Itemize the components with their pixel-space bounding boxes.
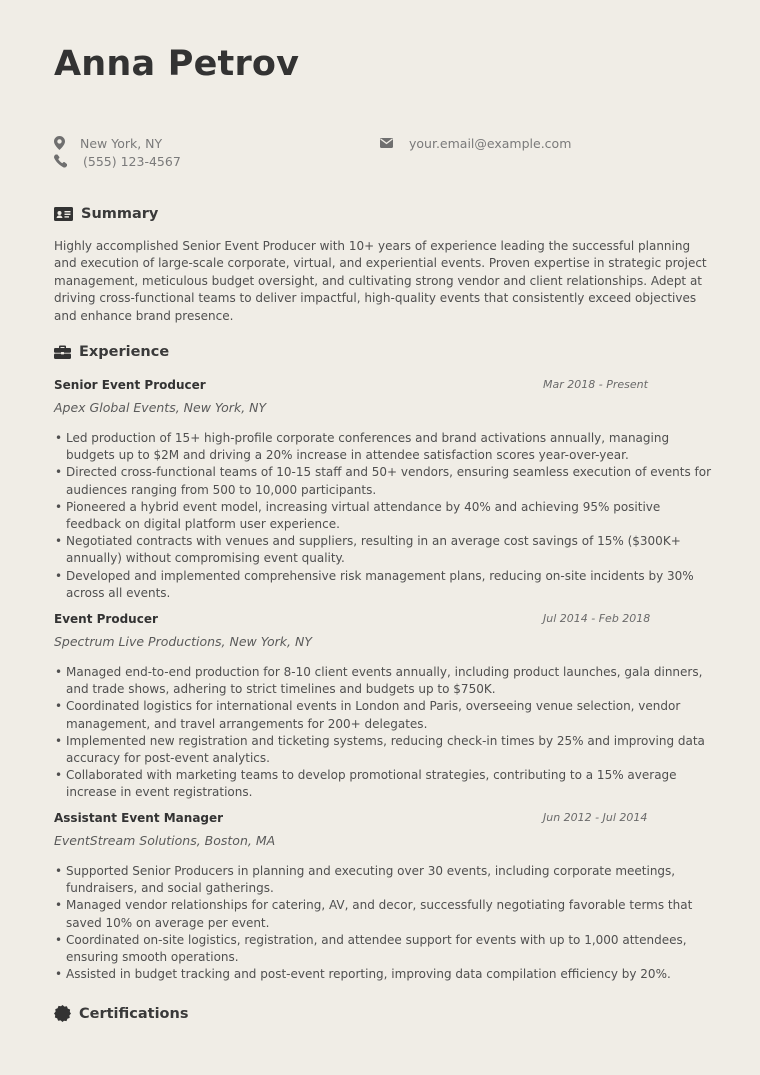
experience-heading xyxy=(54,344,169,360)
list-item: • Coordinated on-site logistics, registration, and attendee support for events with up to 1,000 attendees, ensuring smooth operations. xyxy=(54,932,714,966)
list-item: • Coordinated logistics for international events in London and Paris, overseeing venue selection, vendor management, and travel arrangements for 200+ delegates. xyxy=(54,698,714,732)
envelope-icon xyxy=(380,138,393,148)
list-item: • Collaborated with marketing teams to develop promotional strategies, contributing to a 15% average increase in event registrations. xyxy=(54,767,714,801)
list-item: • Pioneered a hybrid event model, increasing virtual attendance by 40% and achieving 95% positive feedback on digital platform user experience. xyxy=(54,499,714,533)
email-text: your.email@example.com xyxy=(409,135,572,151)
map-pin-icon xyxy=(54,136,65,150)
id-card-icon xyxy=(54,207,73,221)
job-bullets xyxy=(54,863,714,983)
phone-icon xyxy=(54,155,67,168)
job-company: Apex Global Events, New York, NY xyxy=(54,400,267,415)
list-item: • Supported Senior Producers in planning and executing over 30 events, including corporate meetings, fundraisers, and social gatherings. xyxy=(54,863,714,897)
summary-heading xyxy=(54,206,158,222)
job-title: Assistant Event Manager xyxy=(54,811,224,825)
list-item: • Negotiated contracts with venues and suppliers, resulting in an average cost savings of 15% ($300K+ annually) without compromising event quality. xyxy=(54,533,714,567)
phone-text: (555) 123-4567 xyxy=(83,153,181,169)
list-item: • Developed and implemented comprehensive risk management plans, reducing on-site incidents by 30% across all events. xyxy=(54,568,714,602)
job-title: Senior Event Producer xyxy=(54,378,206,392)
candidate-name: Anna Petrov xyxy=(54,44,300,84)
contact-phone xyxy=(54,153,314,169)
list-item: • Managed end-to-end production for 8-10 client events annually, including product launches, gala dinners, and trade shows, adhering to strict timelines and budgets up to $750K. xyxy=(54,664,714,698)
briefcase-icon xyxy=(54,345,71,359)
job-company: Spectrum Live Productions, New York, NY xyxy=(54,634,312,649)
list-item: • Led production of 15+ high-profile corporate conferences and brand activations annually, managing budgets up to $2M and driving a 20% increase in attendee satisfaction scores year-over-year. xyxy=(54,430,714,464)
badge-icon xyxy=(54,1005,71,1022)
certifications-heading xyxy=(54,1005,188,1022)
contact-email xyxy=(380,135,700,151)
list-item: • Implemented new registration and ticketing systems, reducing check-in times by 25% and improving data accuracy for post-event analytics. xyxy=(54,733,714,767)
job-title: Event Producer xyxy=(54,612,158,626)
summary-paragraph: Highly accomplished Senior Event Producer with 10+ years of experience leading the successful planning and execution of large-scale corporate, virtual, and experiential events. Proven expertise in strategic project management, meticulous budget oversight, and cultivating strong vendor and client relationships. Adept at driving cross-functional teams to deliver impactful, high-quality events that consistently exceed objectives and enhance brand presence. xyxy=(54,239,707,323)
list-item: • Directed cross-functional teams of 10-15 staff and 50+ vendors, ensuring seamless execution of events for audiences ranging from 500 to 10,000 participants. xyxy=(54,464,714,498)
job-bullets xyxy=(54,664,714,802)
list-item: • Assisted in budget tracking and post-event reporting, improving data compilation efficiency by 20%. xyxy=(54,966,714,983)
job-dates: Jul 2014 - Feb 2018 xyxy=(543,612,651,625)
experience-heading-text: Experience xyxy=(79,344,170,360)
list-item: • Managed vendor relationships for catering, AV, and decor, successfully negotiating favorable terms that saved 10% on average per event. xyxy=(54,897,714,931)
job-dates: Mar 2018 - Present xyxy=(543,378,648,391)
location-text: New York, NY xyxy=(80,135,163,151)
summary-heading-text: Summary xyxy=(81,206,159,222)
job-dates: Jun 2012 - Jul 2014 xyxy=(543,811,648,824)
job-company: EventStream Solutions, Boston, MA xyxy=(54,833,276,848)
job-bullets xyxy=(54,430,714,602)
contact-location xyxy=(54,135,314,151)
certifications-heading-text: Certifications xyxy=(79,1005,189,1022)
